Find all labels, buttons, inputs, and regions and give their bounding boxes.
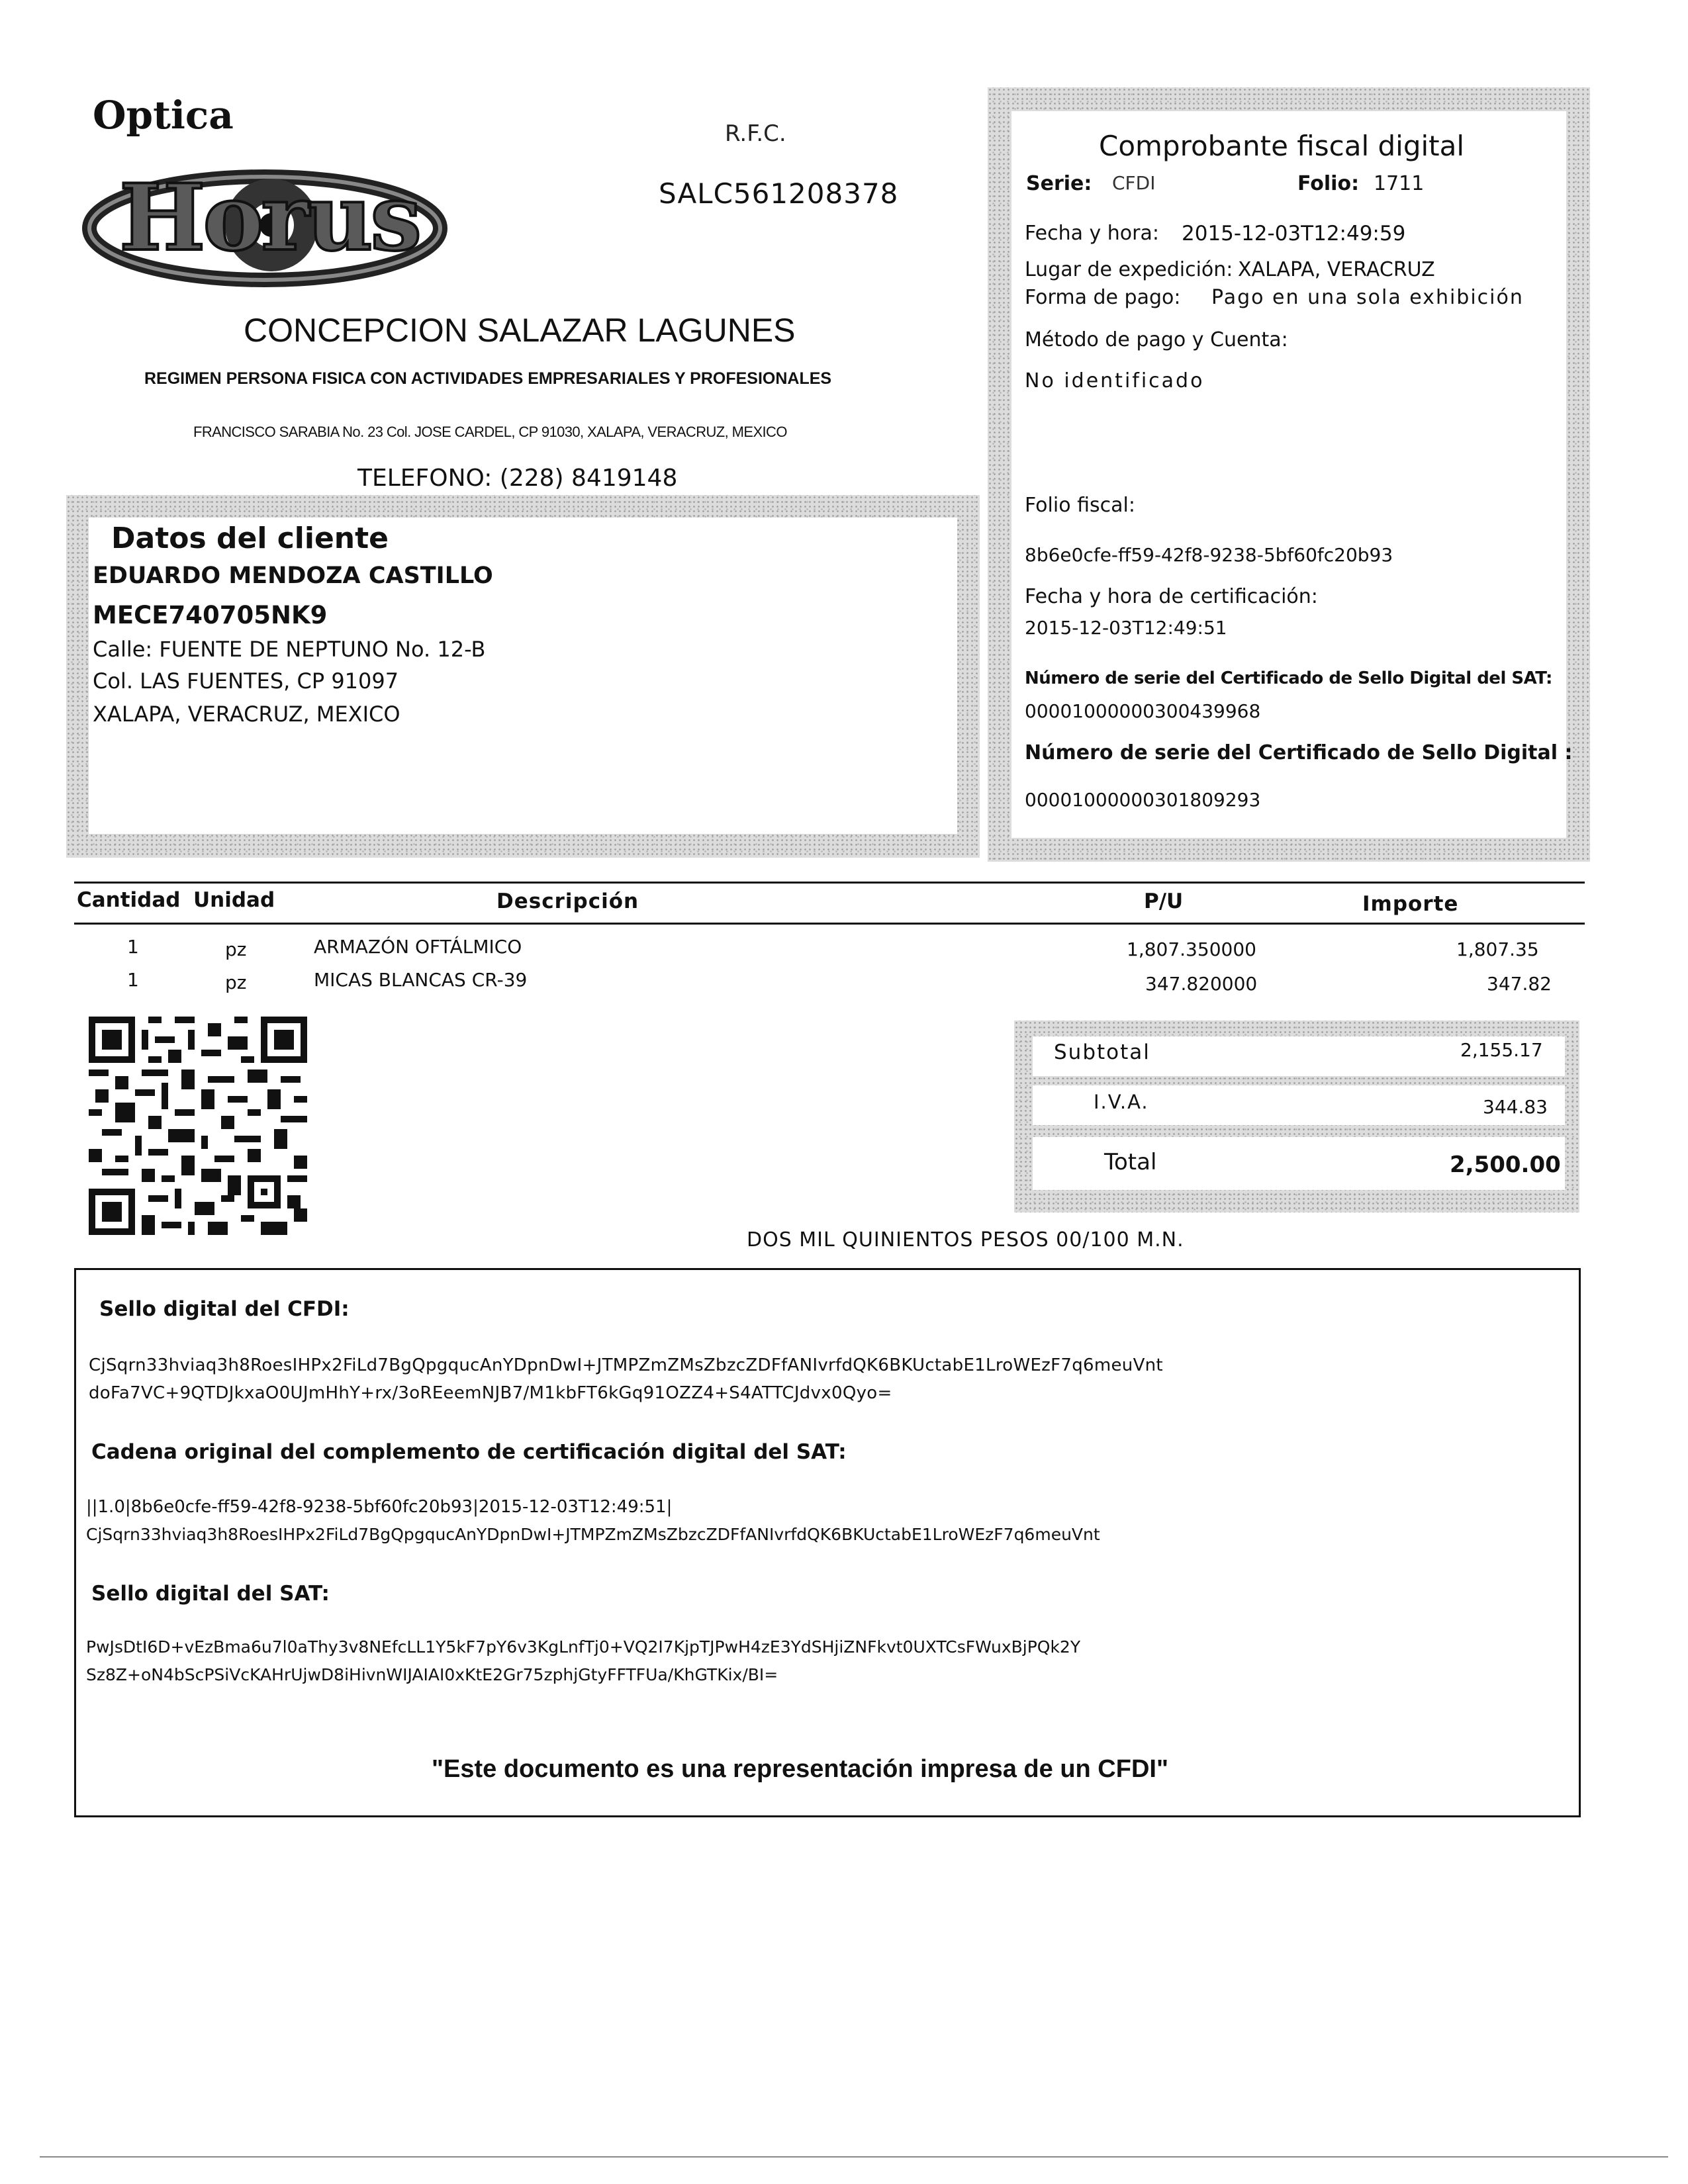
table-header-importe: Importe: [1362, 892, 1459, 916]
company-logo: [79, 93, 450, 304]
serie-label: Serie:: [1026, 172, 1092, 195]
table-header-cantidad: Cantidad: [77, 888, 181, 912]
row1-unidad: pz: [225, 938, 247, 960]
cliente-title: Datos del cliente: [111, 522, 389, 555]
qr-code: [89, 1017, 307, 1235]
serie-sat-value: 00001000000300439968: [1025, 700, 1261, 722]
bottom-scan-line: [40, 2156, 1668, 2158]
table-header-rule: [74, 923, 1585, 925]
row2-pu: 347.820000: [1145, 973, 1258, 995]
issuer-address: FRANCISCO SARABIA No. 23 Col. JOSE CARDEL, CP 91030, XALAPA, VERACRUZ, MEXICO: [193, 424, 787, 440]
fecha-cert-value: 2015-12-03T12:49:51: [1025, 617, 1227, 639]
row2-unidad: pz: [225, 972, 247, 993]
rfc-label: R.F.C.: [725, 120, 786, 147]
lugar-value: XALAPA, VERACRUZ: [1238, 258, 1435, 281]
row1-importe: 1,807.35: [1456, 938, 1539, 960]
iva-label: I.V.A.: [1094, 1091, 1149, 1113]
cadena-label: Cadena original del complemento de certificación digital del SAT:: [91, 1440, 847, 1464]
comprobante-panel: [1011, 111, 1566, 838]
total-label: Total: [1104, 1149, 1157, 1175]
table-top-rule: [74, 882, 1585, 884]
amount-in-words: DOS MIL QUINIENTOS PESOS 00/100 M.N.: [747, 1228, 1184, 1251]
serie-emisor-label: Número de serie del Certificado de Sello Digital :: [1025, 741, 1573, 764]
subtotal-value: 2,155.17: [1460, 1039, 1543, 1061]
total-value: 2,500.00: [1450, 1152, 1561, 1178]
serie-value: CFDI: [1112, 172, 1156, 194]
fecha-value: 2015-12-03T12:49:59: [1182, 222, 1406, 246]
cadena-line2: CjSqrn33hviaq3h8RoesIHPx2FiLd7BgQpgqucAnYDpnDwI+JTMPZmZMsZbzcZDFfANIvrfdQK6BKUctabE1LroWEzF7q6meuVnt: [86, 1525, 1100, 1544]
row1-pu: 1,807.350000: [1127, 938, 1256, 960]
fecha-label: Fecha y hora:: [1025, 222, 1159, 245]
row1-cantidad: 1: [127, 936, 139, 958]
folio-value: 1711: [1374, 172, 1425, 195]
lugar-label: Lugar de expedición:: [1025, 258, 1233, 281]
sello-sat-line1: PwJsDtI6D+vEzBma6u7l0aThy3v8NEfcLL1Y5kF7pY6v3KgLnfTj0+VQ2I7KjpTJPwH4zE3YdSHjiZNFkvt0UXTCsFWuxBjPQk2Y: [86, 1637, 1081, 1657]
qr-code-graphic: [89, 1017, 307, 1235]
comprobante-title: Comprobante fiscal digital: [1099, 130, 1465, 162]
sello-sat-label: Sello digital del SAT:: [91, 1582, 330, 1606]
cliente-calle: Calle: FUENTE DE NEPTUNO No. 12-B: [93, 637, 486, 662]
row2-descripcion: MICAS BLANCAS CR-39: [314, 969, 528, 991]
cliente-ciudad: XALAPA, VERACRUZ, MEXICO: [93, 702, 400, 727]
cliente-colonia: Col. LAS FUENTES, CP 91097: [93, 668, 399, 694]
forma-label: Forma de pago:: [1025, 286, 1181, 309]
cliente-rfc: MECE740705NK9: [93, 601, 328, 629]
folio-fiscal-value: 8b6e0cfe-ff59-42f8-9238-5bf60fc20b93: [1025, 544, 1393, 566]
table-header-pu: P/U: [1144, 889, 1184, 913]
sello-cfdi-line2: doFa7VC+9QTDJkxaO0UJmHhY+rx/3oREeemNJB7/M1kbFT6kGq91OZZ4+S4ATTCJdvx0Qyo=: [89, 1383, 892, 1403]
sello-sat-line2: Sz8Z+oN4bScPSiVcKAHrUjwD8iHivnWIJAIAI0xKtE2Gr75zphjGtyFFTFUa/KhGTKix/BI=: [86, 1665, 778, 1684]
row1-descripcion: ARMAZÓN OFTÁLMICO: [314, 936, 522, 958]
table-header-descripcion: Descripción: [496, 889, 639, 913]
subtotal-label: Subtotal: [1054, 1040, 1150, 1064]
metodo-value: No identificado: [1025, 369, 1205, 392]
sello-cfdi-label: Sello digital del CFDI:: [99, 1297, 350, 1321]
iva-value: 344.83: [1483, 1096, 1548, 1118]
logo-horus-text: Horus: [119, 163, 420, 271]
folio-fiscal-label: Folio fiscal:: [1025, 494, 1135, 517]
issuer-regime: REGIMEN PERSONA FISICA CON ACTIVIDADES EMPRESARIALES Y PROFESIONALES: [144, 369, 832, 388]
row2-importe: 347.82: [1487, 973, 1552, 995]
issuer-name: CONCEPCION SALAZAR LAGUNES: [244, 312, 796, 349]
folio-label: Folio:: [1297, 172, 1360, 195]
logo-optica-text: Optica: [93, 93, 234, 138]
serie-sat-label: Número de serie del Certificado de Sello Digital del SAT:: [1025, 668, 1552, 688]
fecha-cert-label: Fecha y hora de certificación:: [1025, 585, 1318, 608]
issuer-phone: TELEFONO: (228) 8419148: [357, 465, 678, 492]
row2-cantidad: 1: [127, 969, 139, 991]
cliente-name: EDUARDO MENDOZA CASTILLO: [93, 563, 493, 589]
table-header-unidad: Unidad: [193, 888, 275, 912]
sello-cfdi-line1: CjSqrn33hviaq3h8RoesIHPx2FiLd7BgQpgqucAnYDpnDwI+JTMPZmZMsZbzcZDFfANIvrfdQK6BKUctabE1LroWEzF7q6meuVnt: [89, 1355, 1163, 1375]
metodo-label: Método de pago y Cuenta:: [1025, 328, 1288, 351]
cadena-line1: ||1.0|8b6e0cfe-ff59-42f8-9238-5bf60fc20b93|2015-12-03T12:49:51|: [86, 1497, 673, 1517]
forma-value: Pago en una sola exhibición: [1211, 286, 1524, 309]
disclaimer: "Este documento es una representación impresa de un CFDI": [432, 1755, 1168, 1783]
issuer-rfc: SALC561208378: [659, 177, 899, 210]
serie-emisor-value: 00001000000301809293: [1025, 789, 1261, 811]
